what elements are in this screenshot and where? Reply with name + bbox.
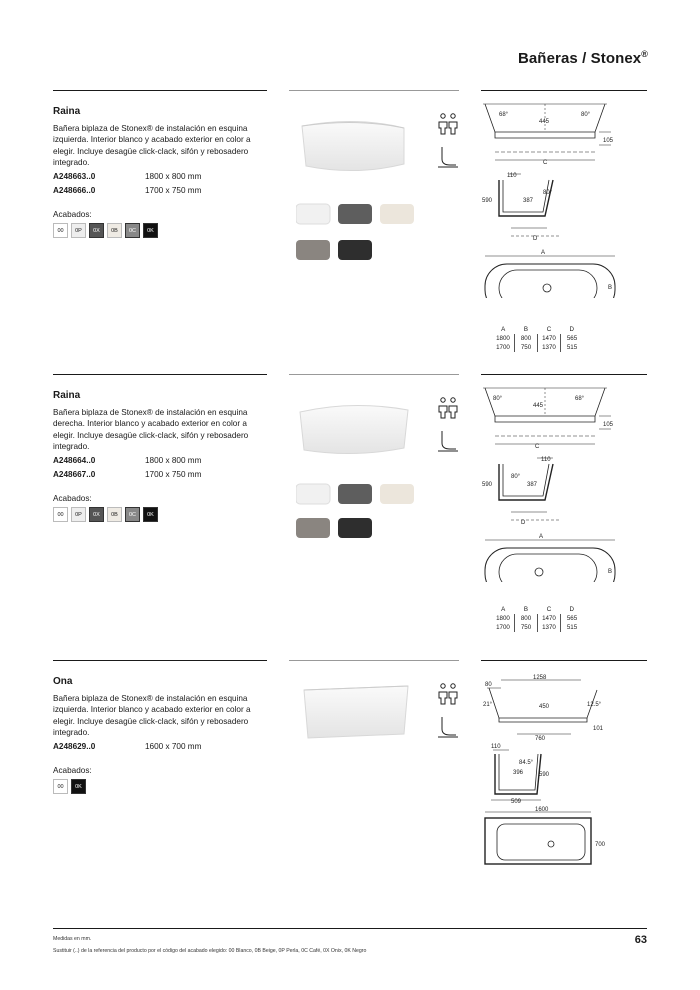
section-divider (481, 374, 647, 375)
section-divider (53, 660, 267, 661)
finish-swatch: 0P (71, 223, 86, 238)
finish-swatch: 0P (71, 507, 86, 522)
technical-drawing (481, 382, 621, 582)
finish-swatches (53, 507, 158, 522)
svg-text:590: 590 (482, 482, 493, 488)
finish-swatches (53, 779, 86, 794)
finish-swatch: 0K (143, 507, 158, 522)
svg-text:80°: 80° (493, 396, 503, 402)
footer-note: Medidas en mm. (53, 936, 92, 942)
product-name: Raina (53, 390, 81, 401)
page-title: Bañeras / Stonex® (517, 49, 648, 67)
finish-swatches (53, 223, 158, 238)
section-divider (481, 660, 647, 661)
svg-text:445: 445 (539, 119, 550, 125)
finish-swatch: 0X (89, 223, 104, 238)
svg-text:396: 396 (513, 770, 524, 776)
section-divider (289, 660, 459, 661)
section-divider (289, 374, 459, 375)
product-photo (296, 104, 416, 264)
section-divider (481, 90, 647, 91)
svg-text:105: 105 (603, 138, 614, 144)
svg-text:110: 110 (491, 744, 501, 750)
svg-text:450: 450 (539, 704, 550, 710)
finish-swatch: 0B (107, 507, 122, 522)
svg-text:68°: 68° (575, 396, 585, 402)
product-reference: A248629..0 1600 x 700 mm (53, 742, 202, 751)
svg-text:A: A (541, 250, 546, 256)
section-divider (53, 90, 267, 91)
product-reference: A248667..0 1700 x 750 mm (53, 470, 202, 479)
product-reference: A248664..0 1800 x 800 mm (53, 456, 202, 465)
svg-text:12.5°: 12.5° (587, 702, 602, 708)
finish-swatch: 00 (53, 507, 68, 522)
product-reference: A248663..0 1800 x 800 mm (53, 172, 202, 181)
footer-divider (53, 928, 647, 929)
finish-swatch: 0B (107, 223, 122, 238)
product-description: Bañera biplaza de Stonex® de instalación en esquina derecha. Interior blanco y acabado exterior en color a elegir. Incluye desagüe click-clack, sifón y rebosadero integrado. (53, 408, 249, 451)
svg-text:80°: 80° (511, 474, 521, 480)
technical-drawing (481, 98, 621, 298)
finish-swatch: 0C (125, 223, 140, 238)
product-name: Raina (53, 106, 81, 117)
foot-bath-icon (436, 429, 460, 453)
svg-text:A: A (539, 534, 544, 540)
product-photo (296, 388, 416, 548)
finish-swatch: 0K (143, 223, 158, 238)
product-reference: A248666..0 1700 x 750 mm (53, 186, 202, 195)
svg-text:B: B (608, 285, 613, 291)
svg-text:509: 509 (511, 799, 522, 805)
svg-text:700: 700 (595, 842, 606, 848)
svg-text:387: 387 (523, 198, 534, 204)
svg-text:110: 110 (541, 457, 551, 463)
page-number: 63 (634, 934, 647, 946)
two-person-icon (436, 112, 460, 136)
svg-text:101: 101 (593, 726, 604, 732)
svg-text:68°: 68° (499, 112, 509, 118)
finishes-label: Acabados: (53, 494, 92, 503)
two-person-icon (436, 682, 460, 706)
foot-bath-icon (436, 715, 460, 739)
svg-text:C: C (535, 444, 540, 450)
svg-text:1600: 1600 (535, 807, 549, 813)
svg-text:B: B (608, 569, 613, 575)
svg-text:110: 110 (507, 173, 517, 179)
svg-text:D: D (533, 236, 538, 242)
svg-text:80°: 80° (543, 190, 553, 196)
svg-text:D: D (521, 520, 526, 526)
svg-text:80°: 80° (581, 112, 591, 118)
svg-text:590: 590 (539, 772, 550, 778)
section-divider (53, 374, 267, 375)
svg-text:80: 80 (485, 682, 492, 688)
product-photo (296, 676, 416, 756)
foot-bath-icon (436, 145, 460, 169)
product-name: Ona (53, 676, 73, 687)
finish-swatch: 00 (53, 779, 68, 794)
footer-note: Sustituir (..) de la referencia del producto por el código del acabado elegido: 00 Blanco, 0B Beige, 0P Perla, 0C Café, 0X Onix, 0K Negro (53, 948, 367, 954)
svg-text:590: 590 (482, 198, 493, 204)
finish-swatch: 0X (89, 507, 104, 522)
dimensions-table: A B C D 1800 800 1470 565 1700 750 1370 515 (492, 325, 583, 352)
finish-swatch: 0K (71, 779, 86, 794)
finishes-label: Acabados: (53, 766, 92, 775)
svg-text:387: 387 (527, 482, 538, 488)
dimensions-table: A B C D 1800 800 1470 565 1700 750 1370 515 (492, 605, 583, 632)
svg-text:21°: 21° (483, 702, 493, 708)
svg-text:84.5°: 84.5° (519, 760, 534, 766)
product-description: Bañera biplaza de Stonex® de instalación en esquina izquierda. Interior blanco y acabado exterior en color a elegir. Incluye desagüe click-clack, sifón y rebosadero integrado. (53, 124, 251, 167)
section-divider (289, 90, 459, 91)
svg-text:760: 760 (535, 736, 546, 742)
two-person-icon (436, 396, 460, 420)
finish-swatch: 0C (125, 507, 140, 522)
svg-text:105: 105 (603, 422, 614, 428)
svg-text:445: 445 (533, 403, 544, 409)
svg-text:C: C (543, 160, 548, 166)
svg-text:1258: 1258 (533, 675, 547, 681)
technical-drawing (481, 672, 621, 872)
finish-swatch: 00 (53, 223, 68, 238)
finishes-label: Acabados: (53, 210, 92, 219)
product-description: Bañera biplaza de Stonex® de instalación en esquina izquierda. Interior blanco y acabado exterior en color a elegir. Incluye desagüe click-clack, sifón y rebosadero integrado. (53, 694, 251, 737)
